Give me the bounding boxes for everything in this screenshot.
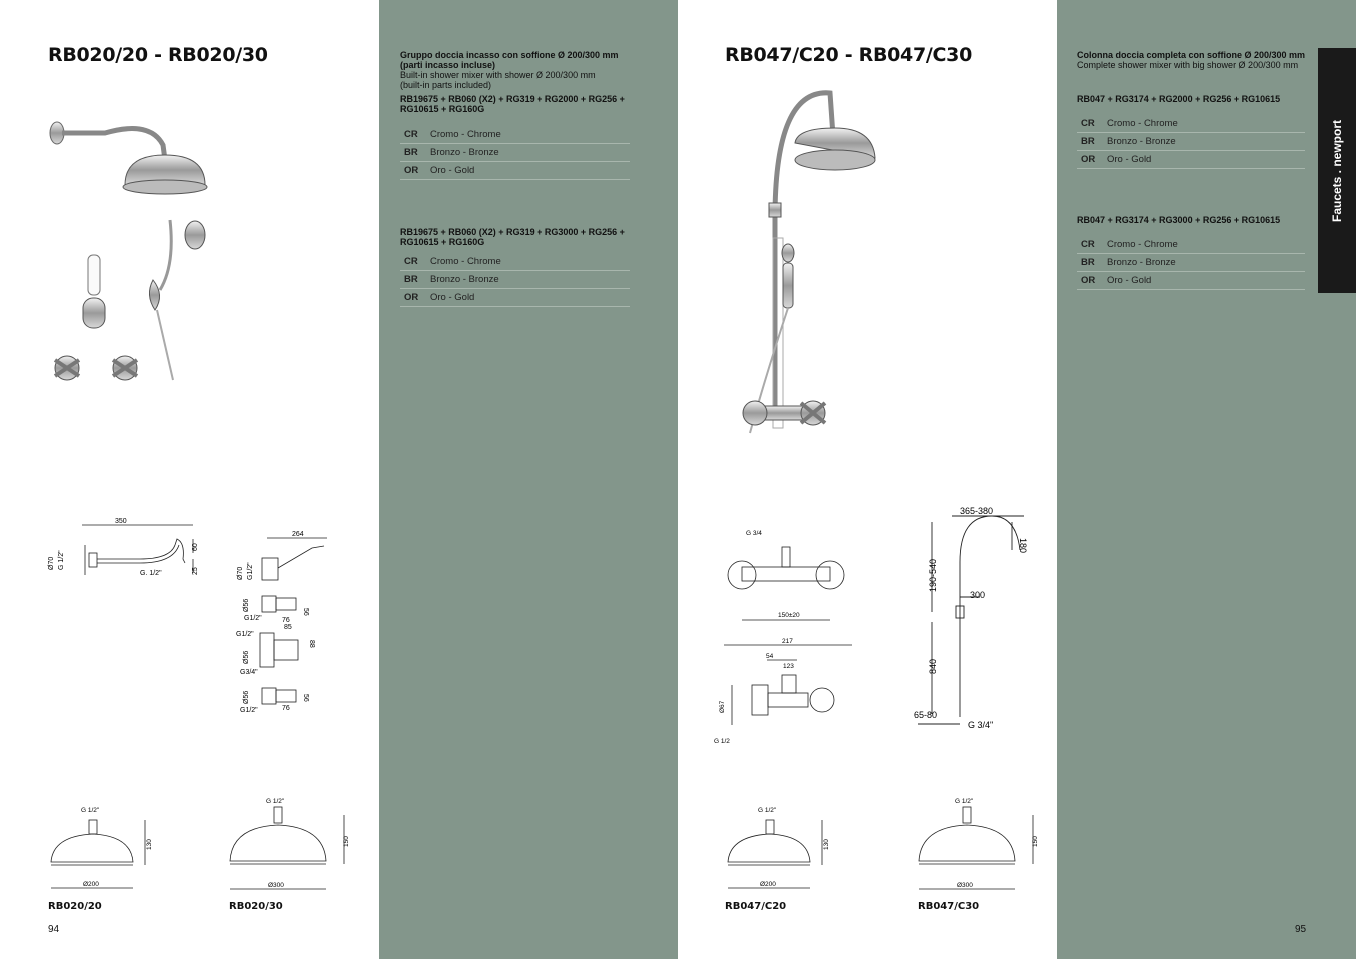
finish-row: CR Cromo - Chrome (1077, 115, 1305, 133)
hand-w76-label: 76 (282, 617, 290, 624)
column-h840-label: 840 (928, 658, 938, 674)
mixer-d67-label: Ø67 (719, 700, 726, 713)
hand-thread-label: G1/2" (247, 562, 254, 580)
head-large-drawing-right (915, 795, 1045, 895)
head-large-dia-right: Ø300 (957, 882, 973, 889)
left-set2-codes: RB19675 + RB060 (X2) + RG319 + RG3000 + RG256 + RG10615 + RG160G (400, 227, 625, 247)
shower-column-illustration (725, 88, 885, 450)
mixer-d123-label: 123 (783, 663, 794, 670)
side-section-tab (1318, 48, 1356, 293)
right-set1-codes: RB047 + RG3174 + RG2000 + RG256 + RG10615 (1077, 94, 1281, 104)
column-h180-label: 180 (1018, 538, 1028, 554)
right-page-title: RB047/C20 - RB047/C30 (725, 44, 973, 66)
head-large-drawing-left (226, 795, 356, 895)
arm-technical-drawing (45, 515, 210, 585)
column-top-label: 365-380 (960, 506, 994, 516)
head-small-drawing-left (45, 800, 165, 895)
finish-row: BR Bronzo - Bronze (400, 271, 630, 289)
left-description (400, 50, 620, 90)
hand-h88-label: 88 (308, 640, 315, 648)
hand-h56-label: 56 (302, 608, 309, 616)
caption-rb047-c30: RB047/C30 (918, 901, 980, 912)
finish-row: OR Oro - Gold (400, 162, 630, 180)
mixer-width-label: 217 (782, 638, 793, 645)
caption-rb047-c20: RB047/C20 (725, 901, 787, 912)
arm-h2-label: 25 (192, 567, 199, 575)
caption-rb020-20: RB020/20 (48, 901, 102, 912)
arm-h1-label: 60 (192, 543, 199, 551)
hand-w76-b-label: 76 (282, 705, 290, 712)
finish-row: CR Cromo - Chrome (400, 253, 630, 271)
head-large-height-right: 150 (1032, 836, 1039, 847)
left-set1-codes: RB19675 + RB060 (X2) + RG319 + RG2000 + RG256 + RG10615 + RG160G (400, 94, 625, 114)
finish-row: CR Cromo - Chrome (1077, 236, 1305, 254)
finish-row: BR Bronzo - Bronze (1077, 254, 1305, 272)
head-small-thread-right: G 1/2" (758, 807, 777, 814)
column-base-label: 65-80 (914, 710, 938, 720)
right-set2-finishes (1077, 236, 1305, 290)
shower-set-illustration (45, 115, 225, 390)
finish-row: OR Oro - Gold (1077, 151, 1305, 169)
hand-h56-b-label: 56 (302, 694, 309, 702)
mixer-center-label: 150±20 (778, 612, 800, 619)
right-set2-codes: RB047 + RG3174 + RG3000 + RG256 + RG10615 (1077, 215, 1281, 225)
hand-thread-b-label: G1/2" (244, 615, 262, 622)
left-description-en: Built-in shower mixer with shower Ø 200/300 mm (built-in parts included) (400, 70, 596, 90)
head-large-height-left: 150 (343, 836, 350, 847)
hand-d56-label: Ø56 (243, 598, 250, 612)
left-description-it: Gruppo doccia incasso con soffione Ø 200/300 mm (parti incasso incluse) (400, 50, 619, 70)
right-description-it: Colonna doccia completa con soffione Ø 200/300 mm (1077, 50, 1306, 60)
right-set1-finishes (1077, 115, 1305, 169)
head-small-thread-left: G 1/2" (81, 807, 100, 814)
finish-row: BR Bronzo - Bronze (1077, 133, 1305, 151)
hand-w85-label: 85 (284, 624, 292, 631)
mixer-d54-label: 54 (766, 653, 774, 660)
hand-thread-c-label: G1/2" (236, 631, 254, 638)
mixer-technical-drawing (712, 525, 862, 745)
mixer-g34-label: G 3/4 (746, 530, 762, 537)
head-small-height-right: 130 (823, 839, 830, 850)
finish-row: OR Oro - Gold (400, 289, 630, 307)
left-set1-finishes (400, 126, 630, 180)
head-small-height-left: 130 (146, 839, 153, 850)
finish-row: BR Bronzo - Bronze (400, 144, 630, 162)
hand-g34-label: G3/4" (240, 669, 258, 676)
column-w300-label: 300 (970, 590, 986, 600)
left-set2-finishes (400, 253, 630, 307)
column-g34-label: G 3/4" (968, 720, 994, 730)
head-large-thread-left: G 1/2" (266, 798, 285, 805)
finish-row: CR Cromo - Chrome (400, 126, 630, 144)
hand-d56-b-label: Ø56 (243, 650, 250, 664)
head-large-dia-left: Ø300 (268, 882, 284, 889)
arm-length-label: 350 (115, 518, 127, 525)
arm-thread2-label: G. 1/2" (140, 570, 162, 577)
hand-thread-d-label: G1/2" (240, 707, 258, 714)
left-page-title: RB020/20 - RB020/30 (48, 44, 268, 66)
arm-dia-label: Ø70 (48, 556, 55, 570)
finish-row: OR Oro - Gold (1077, 272, 1305, 290)
hand-dia-label: Ø70 (237, 566, 244, 580)
page-number-left: 94 (48, 924, 60, 935)
page-number-right: 95 (1295, 924, 1307, 935)
arm-thread-label: G 1/2" (58, 550, 65, 570)
column-range-label: 190-540 (928, 558, 938, 592)
head-small-dia-right: Ø200 (760, 881, 776, 888)
mixer-g12-label: G 1/2 (714, 738, 730, 745)
head-large-thread-right: G 1/2" (955, 798, 974, 805)
head-small-dia-left: Ø200 (83, 881, 99, 888)
hand-d56-c-label: Ø56 (243, 690, 250, 704)
right-description-en: Complete shower mixer with big shower Ø 200/300 mm (1077, 60, 1299, 70)
hand-length-label: 264 (292, 531, 304, 538)
caption-rb020-30: RB020/30 (229, 901, 283, 912)
hand-shower-technical-drawing (232, 528, 332, 718)
right-description (1077, 50, 1307, 70)
head-small-drawing-right (722, 800, 842, 895)
column-technical-drawing (912, 502, 1037, 734)
side-section-label: Faucets . newport (1330, 119, 1344, 222)
